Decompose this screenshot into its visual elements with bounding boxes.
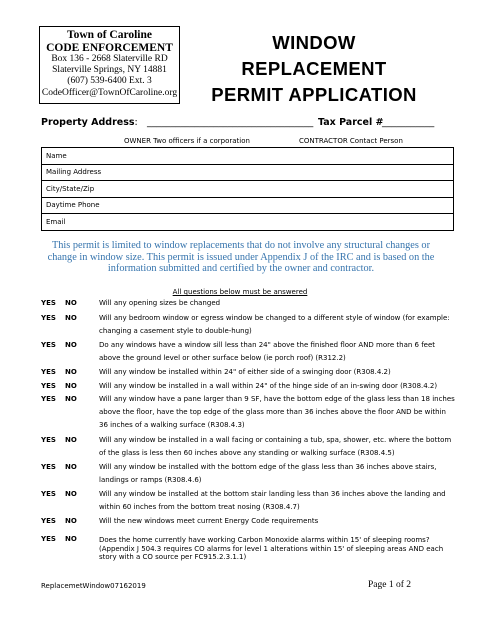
no-option[interactable]: NO <box>65 382 77 390</box>
title-line-1: WINDOW <box>272 32 356 53</box>
question-text: Will the new windows meet current Energy Code requirements <box>99 517 319 525</box>
questions-header: All questions below must be answered <box>172 288 308 296</box>
form-revision-id: ReplacemetWindow07162019 <box>41 582 146 590</box>
permit-notice: This permit is limited to window replacements that do not involve any structural changes or change in window size. This permit is issued under Appendix J of the IRC and is based on the information submitted and certified by the owner and contractor. <box>47 240 435 275</box>
no-option[interactable]: NO <box>65 517 77 525</box>
phone-number: (607) 539-6400 Ext. 3 <box>67 76 152 87</box>
row-label-email: Email <box>42 214 117 231</box>
contractor-column-header: CONTRACTOR Contact Person <box>299 137 403 145</box>
daytime-phone-field[interactable] <box>116 197 454 214</box>
email-address: CodeOfficer@TownOfCaroline.org <box>41 87 178 98</box>
question-text: Will any window be installed in a wall facing or containing a tub, spa, shower, etc. where the bottom of the glass is less then 60 inches above any standing or walking surface (R308.4.5) <box>99 436 452 458</box>
question-item <box>41 515 461 528</box>
yes-option[interactable]: YES <box>41 436 56 444</box>
property-address-field[interactable]: ___________________________________ <box>147 117 314 128</box>
question-text: Will any window be installed at the bottom stair landing less than 36 inches above the landing and within 60 inches from the bottom treat nosing (R308.4.7) <box>99 490 446 512</box>
table-row <box>42 197 454 214</box>
question-text: Does the home currently have working Carbon Monoxide alarms within 15' of sleeping rooms? (Appendix J 504.3 requires CO alarms for level 1 alterations within 15' of sleeping areas AND each story with a CO source per FC915.2.3.1.1) <box>99 536 444 562</box>
page-number: Page 1 of 2 <box>368 580 412 590</box>
property-address-label: Property Address <box>41 117 135 128</box>
table-row <box>42 214 454 231</box>
question-item <box>41 312 461 338</box>
tax-parcel-label: Tax Parcel # <box>318 117 384 128</box>
question-text: Will any window have a pane larger than 9 SF, have the bottom edge of the glass less than 18 inches above the floor, have the top edge of the glass more than 36 inches above the floor AND be within 36 inches of a walking surface (R308.4.3) <box>99 395 455 430</box>
yes-option[interactable]: YES <box>41 517 56 525</box>
no-option[interactable]: NO <box>65 463 77 471</box>
city-state-zip-field[interactable] <box>116 181 454 198</box>
tax-parcel-field[interactable]: ___________ <box>382 117 435 128</box>
question-text: Do any windows have a window sill less than 24" above the finished floor AND more than 6 feet above the ground level or other surface below (ie porch roof) (R312.2) <box>99 341 436 363</box>
question-item <box>41 488 461 514</box>
question-text: Will any opening sizes be changed <box>99 299 221 307</box>
property-address-colon: : <box>134 117 138 128</box>
owner-column-header: OWNER Two officers if a corporation <box>124 137 250 145</box>
question-text: Will any window be installed with the bottom edge of the glass less than 36 inches above stairs, landings or ramps (R308.4.6) <box>99 463 437 485</box>
table-row <box>42 181 454 198</box>
no-option[interactable]: NO <box>65 490 77 498</box>
question-item <box>41 461 461 487</box>
property-address-row <box>41 117 138 128</box>
yes-option[interactable]: YES <box>41 382 56 390</box>
question-item <box>41 434 461 460</box>
no-option[interactable]: NO <box>65 299 77 307</box>
table-row <box>42 164 454 181</box>
row-label-city-state-zip: City/State/Zip <box>42 181 117 198</box>
yes-option[interactable]: YES <box>41 341 56 349</box>
title-line-3: PERMIT APPLICATION <box>211 84 417 105</box>
question-item <box>41 536 461 562</box>
department-name: CODE ENFORCEMENT <box>46 41 173 54</box>
yes-option[interactable]: YES <box>41 299 56 307</box>
question-text: Will any window be installed in a wall within 24" of the hinge side of an in-swing door (R308.4.2) <box>99 382 438 390</box>
question-item <box>41 393 461 433</box>
question-item <box>41 339 461 365</box>
table-row <box>42 148 454 165</box>
question-item <box>41 380 461 393</box>
yes-option[interactable]: YES <box>41 535 56 543</box>
no-option[interactable]: NO <box>65 436 77 444</box>
no-option[interactable]: NO <box>65 314 77 322</box>
row-label-mailing-address: Mailing Address <box>42 164 117 181</box>
address-line-1: Box 136 - 2668 Slaterville RD <box>51 54 168 64</box>
yes-option[interactable]: YES <box>41 314 56 322</box>
address-line-2: Slaterville Springs, NY 14881 <box>52 65 167 76</box>
email-field[interactable] <box>116 214 454 231</box>
town-name: Town of Caroline <box>67 29 152 41</box>
yes-option[interactable]: YES <box>41 395 56 403</box>
question-text: Will any window be installed within 24" of either side of a swinging door (R308.4.2) <box>99 368 391 376</box>
yes-option[interactable]: YES <box>41 463 56 471</box>
question-text: Will any bedroom window or egress window be changed to a different style of window (for example: changing a casement style to double-hung) <box>99 314 450 336</box>
question-item <box>41 297 461 310</box>
yes-option[interactable]: YES <box>41 490 56 498</box>
no-option[interactable]: NO <box>65 535 77 543</box>
name-field[interactable] <box>116 148 454 165</box>
no-option[interactable]: NO <box>65 341 77 349</box>
no-option[interactable]: NO <box>65 395 77 403</box>
town-header-box <box>39 26 180 104</box>
mailing-address-field[interactable] <box>116 164 454 181</box>
no-option[interactable]: NO <box>65 368 77 376</box>
row-label-name: Name <box>42 148 117 165</box>
question-item <box>41 366 461 379</box>
yes-option[interactable]: YES <box>41 368 56 376</box>
row-label-daytime-phone: Daytime Phone <box>42 197 117 214</box>
contact-info-table <box>41 147 454 231</box>
form-title <box>196 30 432 108</box>
title-line-2: REPLACEMENT <box>241 58 387 79</box>
